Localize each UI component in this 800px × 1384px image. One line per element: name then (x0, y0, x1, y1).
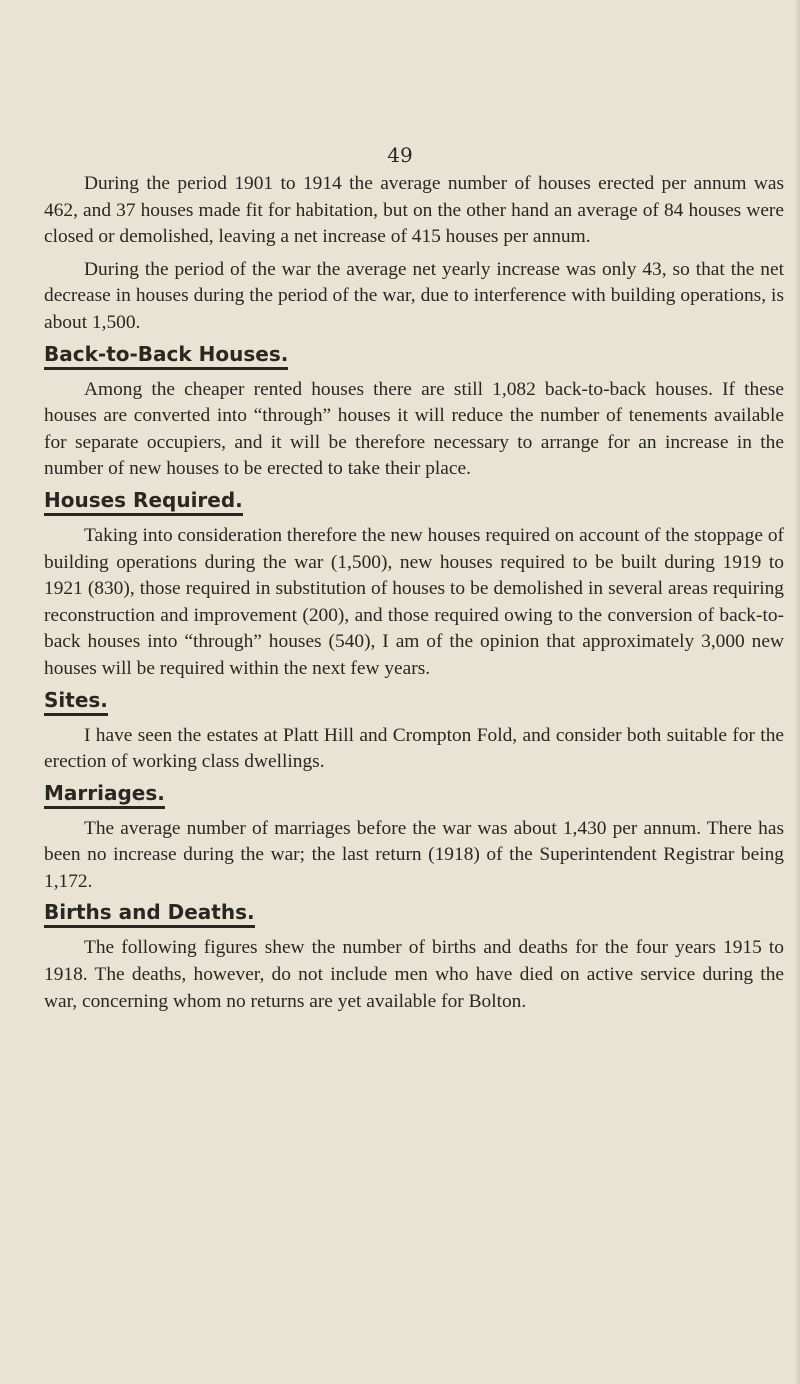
paragraph-houses-required: Taking into consideration therefore the new houses required on account of the stoppage of building operations during the war (1,500), new houses required to be built during 1919 to 1921 (830), those required in substitution of houses to be demolished in several areas requiring reconstruction and improvement (200), and those required owing to the conversion of back-to-back houses into “through” houses (540), I am of the opinion that approximately 3,000 new houses will be required within the next few years. (44, 524, 784, 679)
paragraph-war-decrease: During the period of the war the average net yearly increase was only 43, so that the net decrease in houses during the period of the war, due to interference with building operations, is about 1,500. (44, 258, 784, 333)
section-births-deaths (44, 899, 784, 935)
heading-marriages: Marriages. (44, 780, 165, 809)
heading-back-to-back: Back-to-Back Houses. (44, 341, 288, 370)
section-sites (44, 687, 784, 723)
paragraph-births-deaths: The following figures shew the number of births and deaths for the four years 1915 to 1918. The deaths, however, do not include men who have died on active service during the war, concerning whom no returns are yet available for Bolton. (44, 937, 784, 1012)
paragraph-marriages: The average number of marriages before the war was about 1,430 per annum. There has been no increase during the war; the last return (1918) of the Superintendent Registrar being 1,172. (44, 817, 784, 892)
section-houses-required (44, 487, 784, 523)
heading-sites: Sites. (44, 687, 108, 716)
heading-births-deaths: Births and Deaths. (44, 899, 255, 928)
page-number: 49 (387, 143, 413, 167)
document-body (44, 171, 784, 1015)
paragraph-houses-erected: During the period 1901 to 1914 the average number of houses erected per annum was 462, and 37 houses made fit for habitation, but on the other hand an average of 84 houses were closed or demolished, leaving a net increase of 415 houses per annum. (44, 173, 784, 248)
heading-houses-required: Houses Required. (44, 487, 243, 516)
section-marriages (44, 780, 784, 816)
section-back-to-back (44, 341, 784, 377)
paragraph-back-to-back: Among the cheaper rented houses there are still 1,082 back-to-back houses. If these houses are converted into “through” houses it will reduce the number of tenements available for separate occupiers, and it will be therefore necessary to arrange for an increase in the number of new houses to be erected to take their place. (44, 378, 784, 480)
paragraph-sites: I have seen the estates at Platt Hill and Crompton Fold, and consider both suitable for the erection of working class dwellings. (44, 724, 784, 773)
page-edge-shadow (794, 0, 800, 1384)
